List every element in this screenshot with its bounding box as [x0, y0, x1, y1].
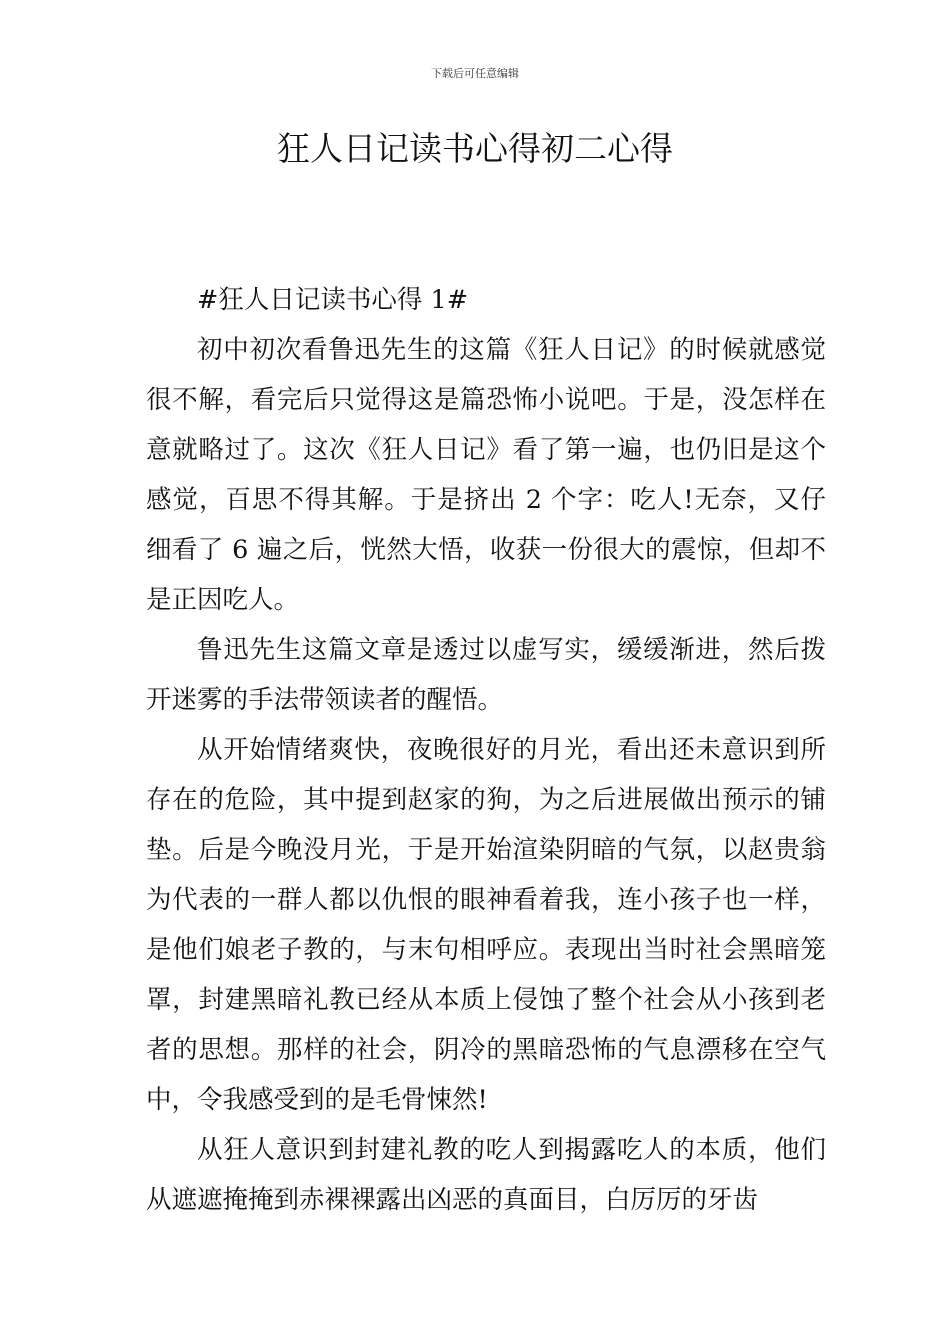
header-note: 下载后可任意编辑	[431, 67, 519, 80]
paragraph-2: 鲁迅先生这篇文章是透过以虚写实，缓缓渐进，然后拨开迷雾的手法带领读者的醒悟。	[146, 635, 826, 715]
document-title: 狂人日记读书心得初二心得	[277, 129, 673, 168]
section-heading: #狂人日记读书心得 1#	[197, 285, 469, 315]
document-body	[146, 275, 826, 1225]
paragraph-1: 初中初次看鲁迅先生的这篇《狂人日记》的时候就感觉很不解，看完后只觉得这是篇恐怖小说吧。于是，没怎样在意就略过了。这次《狂人日记》看了第一遍，也仍旧是这个感觉，百思不得其解。于是挤出 2 个字：吃人!无奈，又仔细看了 6 遍之后，恍然大悟，收获一份很大的震惊，但却不是正因吃人。	[146, 335, 826, 615]
paragraph-4: 从狂人意识到封建礼教的吃人到揭露吃人的本质，他们从遮遮掩掩到赤裸裸露出凶恶的真面目，白厉厉的牙齿	[146, 1135, 826, 1215]
paragraph-3: 从开始情绪爽快，夜晚很好的月光，看出还未意识到所存在的危险，其中提到赵家的狗，为之后进展做出预示的铺垫。后是今晚没月光，于是开始渲染阴暗的气氛，以赵贵翁为代表的一群人都以仇恨的眼神看着我，连小孩子也一样，是他们娘老子教的，与末句相呼应。表现出当时社会黑暗笼罩，封建黑暗礼教已经从本质上侵蚀了整个社会从小孩到老者的思想。那样的社会，阴冷的黑暗恐怖的气息漂移在空气中，令我感受到的是毛骨悚然!	[146, 735, 826, 1115]
